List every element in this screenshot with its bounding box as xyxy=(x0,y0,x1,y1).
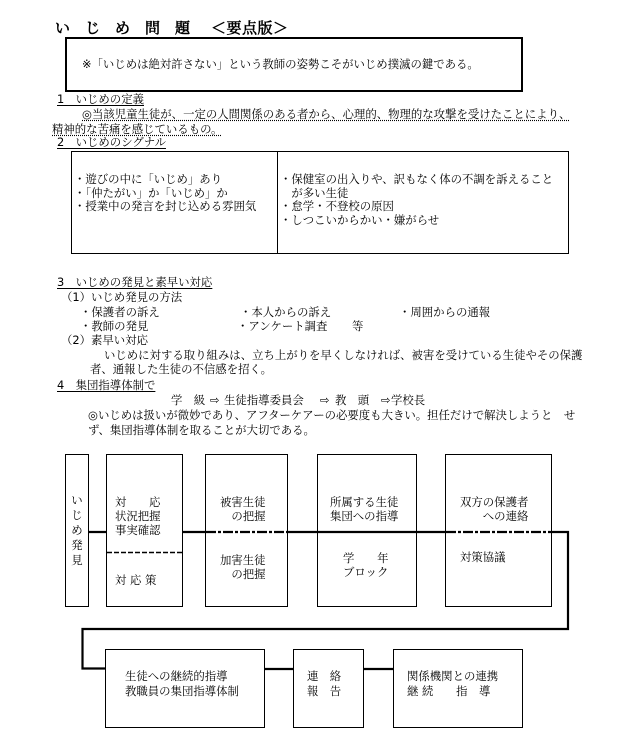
flow-text-line: 対 応 xyxy=(115,495,161,509)
page-title xyxy=(55,20,289,36)
chain-step-principal: 学校長 xyxy=(391,393,426,407)
flow-text-line: 関係機関との連携 xyxy=(407,669,499,683)
group-guidance-note-line: ◎いじめは扱いが微妙であり、アフターケアーの必要度も大きい。担任だけで解決しようと せ xyxy=(88,408,576,422)
victim-text xyxy=(220,495,266,523)
flow-text-line: 対 応 策 xyxy=(115,573,157,587)
method-item: ・保護者の訴え xyxy=(80,305,160,319)
chain-step-committee: 生徒指導委員会 xyxy=(224,393,304,407)
flow-text-line: への連絡 xyxy=(460,509,529,523)
flow-box-response xyxy=(106,454,183,607)
arrow-right-icon: ⇨ xyxy=(210,393,220,407)
flow-text-line: 対策協議 xyxy=(460,550,506,564)
response-paragraph-line: 者、通報した生徒の不信感を招く。 xyxy=(90,362,273,376)
flow-text-line: 継 続 指 導 xyxy=(407,684,491,698)
group-bottom-text xyxy=(343,551,389,579)
column-divider xyxy=(277,152,278,253)
offender-text xyxy=(220,553,266,581)
response-paragraph-line: いじめに対する取り組みは、立ち上がりを早くしなければ、被害を受けている生徒やその保護 xyxy=(104,348,583,362)
method-item: ・本人からの訴え xyxy=(240,305,332,319)
definition-line: ◎当該児童生徒が、一定の人間関係のある者から、心理的、物理的な攻撃を受けたことにより、 xyxy=(82,107,571,121)
section-4-heading: 4 集団指導体制で xyxy=(57,378,156,392)
agencies-text xyxy=(407,669,498,699)
signals-left-column xyxy=(74,173,256,214)
discovery-char: 見 xyxy=(71,553,83,567)
signal-item: ・しつこいからかい・嫌がらせ xyxy=(280,212,440,227)
ongoing-text xyxy=(125,669,239,699)
method-item: ・アンケート調査 xyxy=(237,319,328,333)
signal-item: ・「仲たがい」か「いじめ」か xyxy=(74,185,228,200)
chain-step-vice-principal: 教 頭 xyxy=(335,393,370,407)
signals-box xyxy=(71,151,569,254)
flow-text-line: 加害生徒 xyxy=(220,553,266,567)
chain-step-class: 学 級 xyxy=(171,393,206,407)
discovery-char: い xyxy=(71,493,83,507)
method-item: ・教師の発見 xyxy=(80,319,149,333)
group-guidance-note-line: ず、集団指導体制を取ることが大切である。 xyxy=(88,423,315,437)
title-main: いじめ問題 xyxy=(55,19,206,37)
subsection-discovery-methods: （1）いじめ発見の方法 xyxy=(61,290,183,304)
flow-text-line: 連 絡 xyxy=(307,669,342,683)
arrow-right-icon: ⇨ xyxy=(320,393,330,407)
section-3-heading: 3 いじめの発見と素早い対応 xyxy=(57,275,213,289)
flow-box-ongoing-guidance xyxy=(105,649,265,728)
flow-text-line: 被害生徒 xyxy=(220,495,266,509)
flow-box-group xyxy=(317,454,417,607)
flow-text-line: 学 年 xyxy=(343,551,389,565)
key-message-box xyxy=(65,37,523,92)
flow-text-line: 集団への指導 xyxy=(330,509,399,523)
signal-item: ・保健室の出入りや、訳もなく体の不調を訴えること xyxy=(280,172,554,186)
arrow-right-icon: ⇨ xyxy=(381,393,391,407)
flow-text-line: 事実確認 xyxy=(115,523,161,537)
group-top-text xyxy=(330,495,398,523)
discovery-char: め xyxy=(71,523,83,537)
flow-box-parents xyxy=(445,454,552,607)
response-top-text xyxy=(115,495,161,537)
parents-bottom-text xyxy=(460,550,506,564)
method-item: 等 xyxy=(352,319,364,333)
flow-box-students xyxy=(205,454,288,607)
liaison-text xyxy=(307,669,341,699)
flow-text-line: 所属する生徒 xyxy=(330,495,399,509)
flow-text-line: の把握 xyxy=(220,509,266,523)
flow-text-line: 双方の保護者 xyxy=(460,495,529,509)
signals-right-column xyxy=(280,173,553,227)
flow-box-liaison xyxy=(293,649,364,728)
signal-item: が多い生徒 xyxy=(280,185,349,200)
flow-text-line: の把握 xyxy=(220,567,266,581)
flow-text-line: 状況把握 xyxy=(115,509,161,523)
flow-box-discovery xyxy=(65,454,89,607)
response-bottom-text xyxy=(115,573,156,587)
title-subtitle: ＜要点版＞ xyxy=(211,19,289,37)
flow-text-line: ブロック xyxy=(343,565,389,579)
section-2-heading: 2 いじめのシグナル xyxy=(57,135,166,149)
flow-text-line: 生徒への継続的指導 xyxy=(125,669,228,683)
discovery-char: じ xyxy=(71,508,83,522)
subsection-quick-response: （2）素早い対応 xyxy=(61,333,148,347)
parents-top-text xyxy=(460,495,528,523)
signal-item: ・遊びの中に「いじめ」あり xyxy=(74,172,223,186)
flow-text-line: 教職員の集団指導体制 xyxy=(125,684,239,698)
definition-line: 精神的な苦痛を感じているもの。 xyxy=(52,122,223,136)
flow-box-agencies xyxy=(393,649,523,728)
key-message-text: ※「いじめは絶対許さない」という教師の姿勢こそがいじめ撲滅の鍵である。 xyxy=(82,57,479,71)
method-item: ・周囲からの通報 xyxy=(399,305,491,319)
section-1-heading: 1 いじめの定義 xyxy=(57,92,144,106)
signal-item: ・授業中の発言を封じ込める雰囲気 xyxy=(74,199,257,213)
flow-text-line: 報 告 xyxy=(307,684,342,698)
discovery-vertical-text xyxy=(66,493,88,568)
discovery-char: 発 xyxy=(71,538,83,552)
signal-item: ・怠学・不登校の原因 xyxy=(280,199,394,213)
